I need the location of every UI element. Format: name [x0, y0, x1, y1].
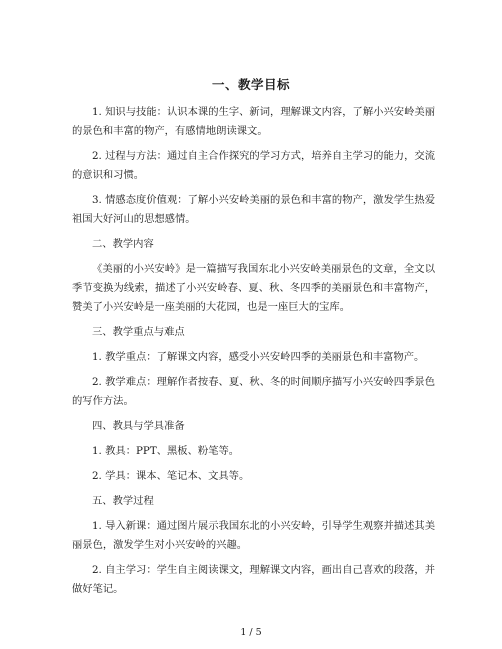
section-heading-teaching-aids: 四、教具与学具准备: [92, 420, 185, 432]
page-number: 1 / 5: [240, 627, 262, 638]
teaching-content-paragraph: 《美丽的小兴安岭》是一篇描写我国东北小兴安岭美丽景色的文章，全文以季节变换为线索，描述了小兴安岭春、夏、秋、冬四季的美丽景色和丰富物产，赞美了小兴安岭是一座美丽的大花园，也是一座巨大的宝库。: [72, 263, 435, 313]
teaching-aids-item: 1. 教具：PPT、黑板、粉笔等。: [92, 445, 240, 457]
document-body: [72, 103, 435, 605]
section-heading-teaching-content: 二、教学内容: [92, 238, 154, 250]
key-point-item: 1. 教学重点：了解课文内容，感受小兴安岭四季的美丽景色和丰富物产。: [92, 351, 425, 363]
objective-1: 1. 知识与技能：认识本课的生字、新词，理解课文内容，了解小兴安岭美丽的景色和丰富的物产，有感情地朗读课文。: [72, 106, 435, 137]
page-title: 一、教学目标: [211, 77, 290, 92]
section-heading-process: 五、教学过程: [92, 495, 154, 507]
section-heading-key-points: 三、教学重点与难点: [92, 326, 185, 338]
difficult-point-item: 2. 教学难点：理解作者按春、夏、秋、冬的时间顺序描写小兴安岭四季景色的写作方法。: [72, 376, 435, 407]
objective-3: 3. 情感态度价值观：了解小兴安岭美丽的景色和丰富的物产，激发学生热爱祖国大好河山的思想感情。: [72, 194, 435, 225]
process-item-intro: 1. 导入新课：通过图片展示我国东北的小兴安岭，引导学生观察并描述其美丽景色，激发学生对小兴安岭的兴趣。: [72, 520, 435, 551]
learning-aids-item: 2. 学具：课本、笔记本、文具等。: [92, 470, 250, 482]
process-item-self-study: 2. 自主学习：学生自主阅读课文，理解课文内容，画出自己喜欢的段落，并做好笔记。: [72, 564, 435, 595]
objective-2: 2. 过程与方法：通过自主合作探究的学习方式，培养自主学习的能力，交流的意识和习惯。: [72, 150, 435, 181]
